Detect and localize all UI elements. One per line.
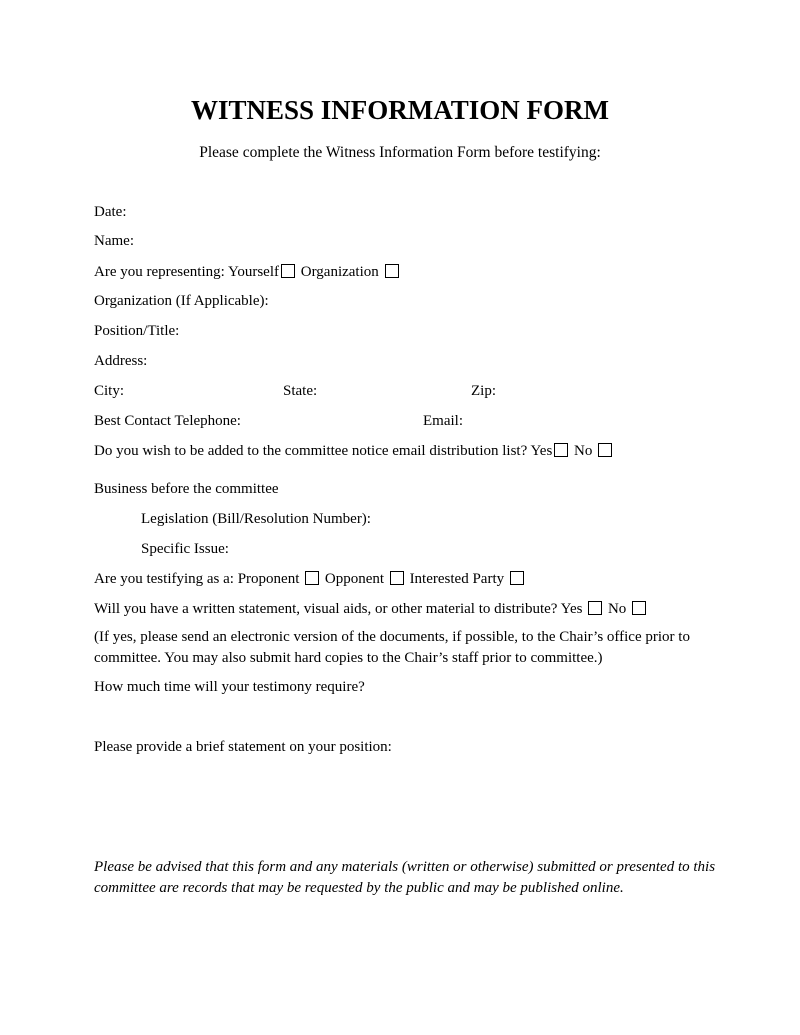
written-no-label: No <box>607 601 627 617</box>
position-label: Position/Title: <box>94 323 180 339</box>
opponent-label: Opponent <box>324 571 385 587</box>
email-label: Email: <box>423 413 463 429</box>
yourself-label: Yourself <box>228 264 279 280</box>
legislation-label: Legislation (Bill/Resolution Number): <box>141 511 371 527</box>
written-no-checkbox[interactable] <box>632 601 646 615</box>
opponent-checkbox[interactable] <box>390 571 404 585</box>
organization-checkbox[interactable] <box>385 264 399 278</box>
testifying-label: Are you testifying as a: <box>94 571 234 587</box>
if-yes-note: (If yes, please send an electronic version of the documents, if possible, to the Chair’s office prior to committee. You may also submit hard copies to the Chair’s staff prior to committee.) <box>94 629 690 666</box>
representing-label: Are you representing: <box>94 264 225 280</box>
city-label: City: <box>94 383 125 399</box>
state-label: State: <box>283 383 318 399</box>
telephone-label: Best Contact Telephone: <box>94 413 241 429</box>
specific-issue-label: Specific Issue: <box>141 541 229 557</box>
business-heading: Business before the committee <box>94 481 279 497</box>
proponent-label: Proponent <box>237 571 300 587</box>
written-yes-checkbox[interactable] <box>588 601 602 615</box>
distribution-yes-checkbox[interactable] <box>554 443 568 457</box>
name-label: Name: <box>94 233 134 249</box>
distribution-yes-label: Yes <box>530 443 553 459</box>
form-title: WITNESS INFORMATION FORM <box>190 95 610 125</box>
written-row <box>94 601 648 617</box>
time-question: How much time will your testimony require? <box>94 679 365 695</box>
interested-party-label: Interested Party <box>409 571 505 587</box>
statement-label: Please provide a brief statement on your position: <box>94 739 392 755</box>
yourself-checkbox[interactable] <box>281 264 295 278</box>
organization-label: Organization <box>300 264 379 280</box>
testifying-row <box>94 571 526 587</box>
proponent-checkbox[interactable] <box>305 571 319 585</box>
distribution-question: Do you wish to be added to the committee notice email distribution list? <box>94 443 528 459</box>
disclaimer: Please be advised that this form and any materials (written or otherwise) submitted or presented to this committee are records that may be requested by the public and may be published online. <box>94 859 716 896</box>
date-label: Date: <box>94 204 127 220</box>
zip-label: Zip: <box>471 383 496 399</box>
distribution-no-label: No <box>574 443 593 459</box>
written-question: Will you have a written statement, visual aids, or other material to distribute? <box>94 601 558 617</box>
distribution-no-checkbox[interactable] <box>598 443 612 457</box>
representing-row <box>94 264 401 280</box>
org-if-applicable-label: Organization (If Applicable): <box>94 293 269 309</box>
interested-party-checkbox[interactable] <box>510 571 524 585</box>
form-subtitle: Please complete the Witness Information Form before testifying: <box>199 144 601 161</box>
written-yes-label: Yes <box>560 601 583 617</box>
distribution-row <box>94 443 614 459</box>
address-label: Address: <box>94 353 148 369</box>
